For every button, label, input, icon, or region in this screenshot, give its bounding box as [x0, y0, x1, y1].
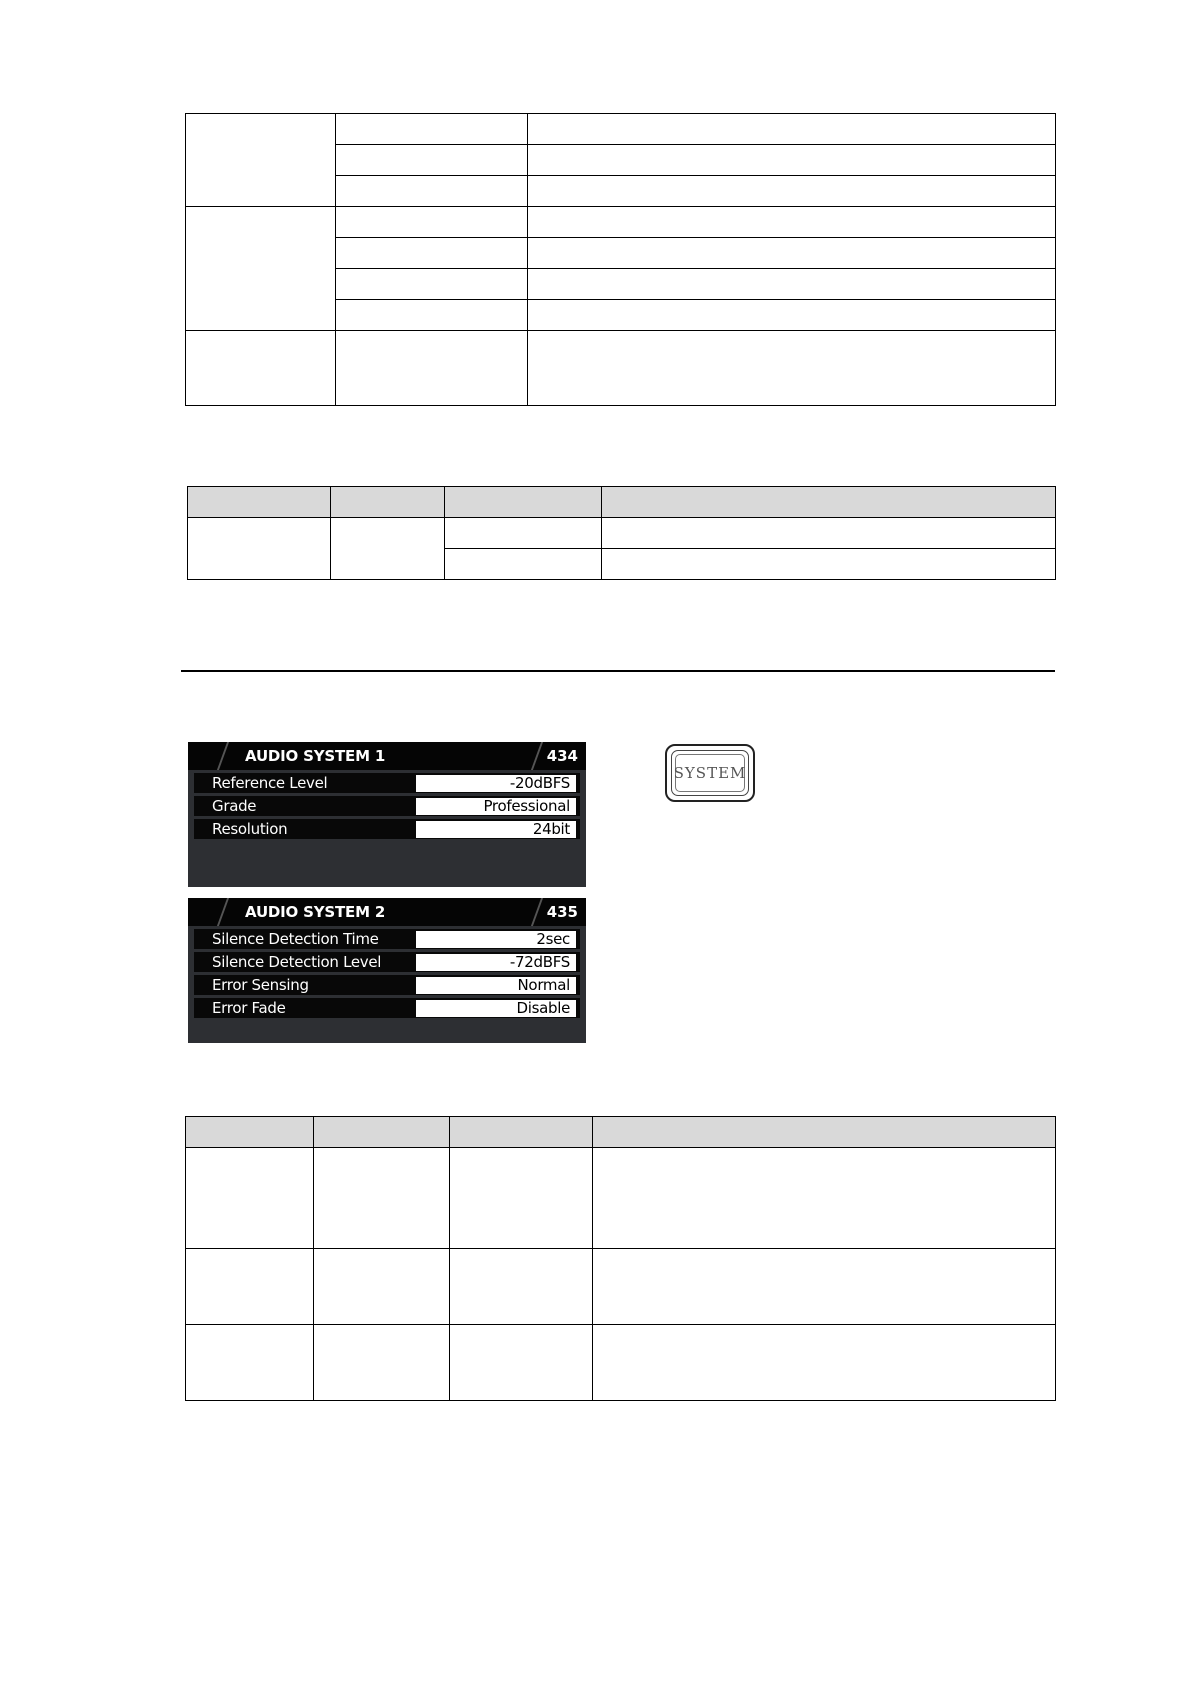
table-cell: [186, 331, 336, 406]
table-cell: [186, 114, 336, 207]
table-header-cell: [593, 1117, 1056, 1148]
table-cell: [186, 207, 336, 331]
osd-row-label: Error Fade: [212, 999, 286, 1017]
table-header-cell: [186, 1117, 314, 1148]
osd-row-label: Grade: [212, 797, 257, 815]
table-cell: [336, 331, 528, 406]
table-cell: [445, 549, 602, 580]
osd-page-number: 435: [546, 903, 578, 921]
osd-row-silence-detection-level[interactable]: [194, 952, 580, 972]
osd-panel-audio-system-2: [188, 898, 586, 1043]
table-cell: [186, 1148, 314, 1249]
table-cell: [528, 114, 1056, 145]
osd-page-number: 434: [546, 747, 578, 765]
table-cell: [450, 1249, 593, 1325]
table-cell: [336, 176, 528, 207]
osd-row-label: Resolution: [212, 820, 288, 838]
table-cell: [336, 269, 528, 300]
table-cell: [528, 238, 1056, 269]
osd-title: AUDIO SYSTEM 2: [245, 903, 386, 921]
table-cell: [593, 1325, 1056, 1401]
table-cell: [528, 331, 1056, 406]
osd-row-silence-detection-time[interactable]: [194, 929, 580, 949]
table-header-cell: [450, 1117, 593, 1148]
table-header-cell: [314, 1117, 450, 1148]
table-cell: [528, 176, 1056, 207]
table-cell: [314, 1325, 450, 1401]
table-cell: [314, 1249, 450, 1325]
table-cell: [528, 300, 1056, 331]
table-cell: [528, 269, 1056, 300]
osd-row-reference-level[interactable]: [194, 773, 580, 793]
table-cell: [336, 300, 528, 331]
osd-row-label: Reference Level: [212, 774, 328, 792]
settings-table-bottom: [185, 1116, 1056, 1401]
table-cell: [593, 1249, 1056, 1325]
system-button[interactable]: [665, 744, 755, 802]
osd-row-resolution[interactable]: [194, 819, 580, 839]
table-cell: [336, 145, 528, 176]
table-cell: [445, 518, 602, 549]
table-header-cell: [445, 487, 602, 518]
table-header-cell: [602, 487, 1056, 518]
table-cell: [528, 145, 1056, 176]
osd-header: [188, 742, 586, 770]
table-cell: [593, 1148, 1056, 1249]
table-cell: [188, 518, 331, 580]
osd-row-error-sensing[interactable]: [194, 975, 580, 995]
table-cell: [186, 1249, 314, 1325]
table-cell: [602, 518, 1056, 549]
table-header-cell: [331, 487, 445, 518]
osd-row-grade[interactable]: [194, 796, 580, 816]
table-cell: [528, 207, 1056, 238]
osd-row-label: Silence Detection Level: [212, 953, 382, 971]
osd-row-value[interactable]: Disable: [416, 1000, 576, 1017]
osd-row-error-fade[interactable]: [194, 998, 580, 1018]
settings-table-top: [185, 113, 1056, 406]
table-cell: [602, 549, 1056, 580]
osd-row-label: Error Sensing: [212, 976, 309, 994]
system-button-label: SYSTEM: [675, 754, 745, 792]
osd-row-value[interactable]: 2sec: [416, 931, 576, 948]
settings-table-middle: [187, 486, 1056, 580]
table-header-cell: [188, 487, 331, 518]
table-cell: [331, 518, 445, 580]
osd-title: AUDIO SYSTEM 1: [245, 747, 386, 765]
table-cell: [186, 1325, 314, 1401]
osd-row-value[interactable]: Normal: [416, 977, 576, 994]
section-divider: [181, 670, 1055, 672]
osd-row-label: Silence Detection Time: [212, 930, 379, 948]
table-cell: [336, 207, 528, 238]
osd-row-value[interactable]: 24bit: [416, 821, 576, 838]
osd-row-value[interactable]: Professional: [416, 798, 576, 815]
table-cell: [450, 1148, 593, 1249]
osd-panel-audio-system-1: [188, 742, 586, 887]
osd-row-value[interactable]: -72dBFS: [416, 954, 576, 971]
table-cell: [336, 114, 528, 145]
table-cell: [314, 1148, 450, 1249]
table-cell: [450, 1325, 593, 1401]
osd-header: [188, 898, 586, 926]
table-cell: [336, 238, 528, 269]
osd-row-value[interactable]: -20dBFS: [416, 775, 576, 792]
